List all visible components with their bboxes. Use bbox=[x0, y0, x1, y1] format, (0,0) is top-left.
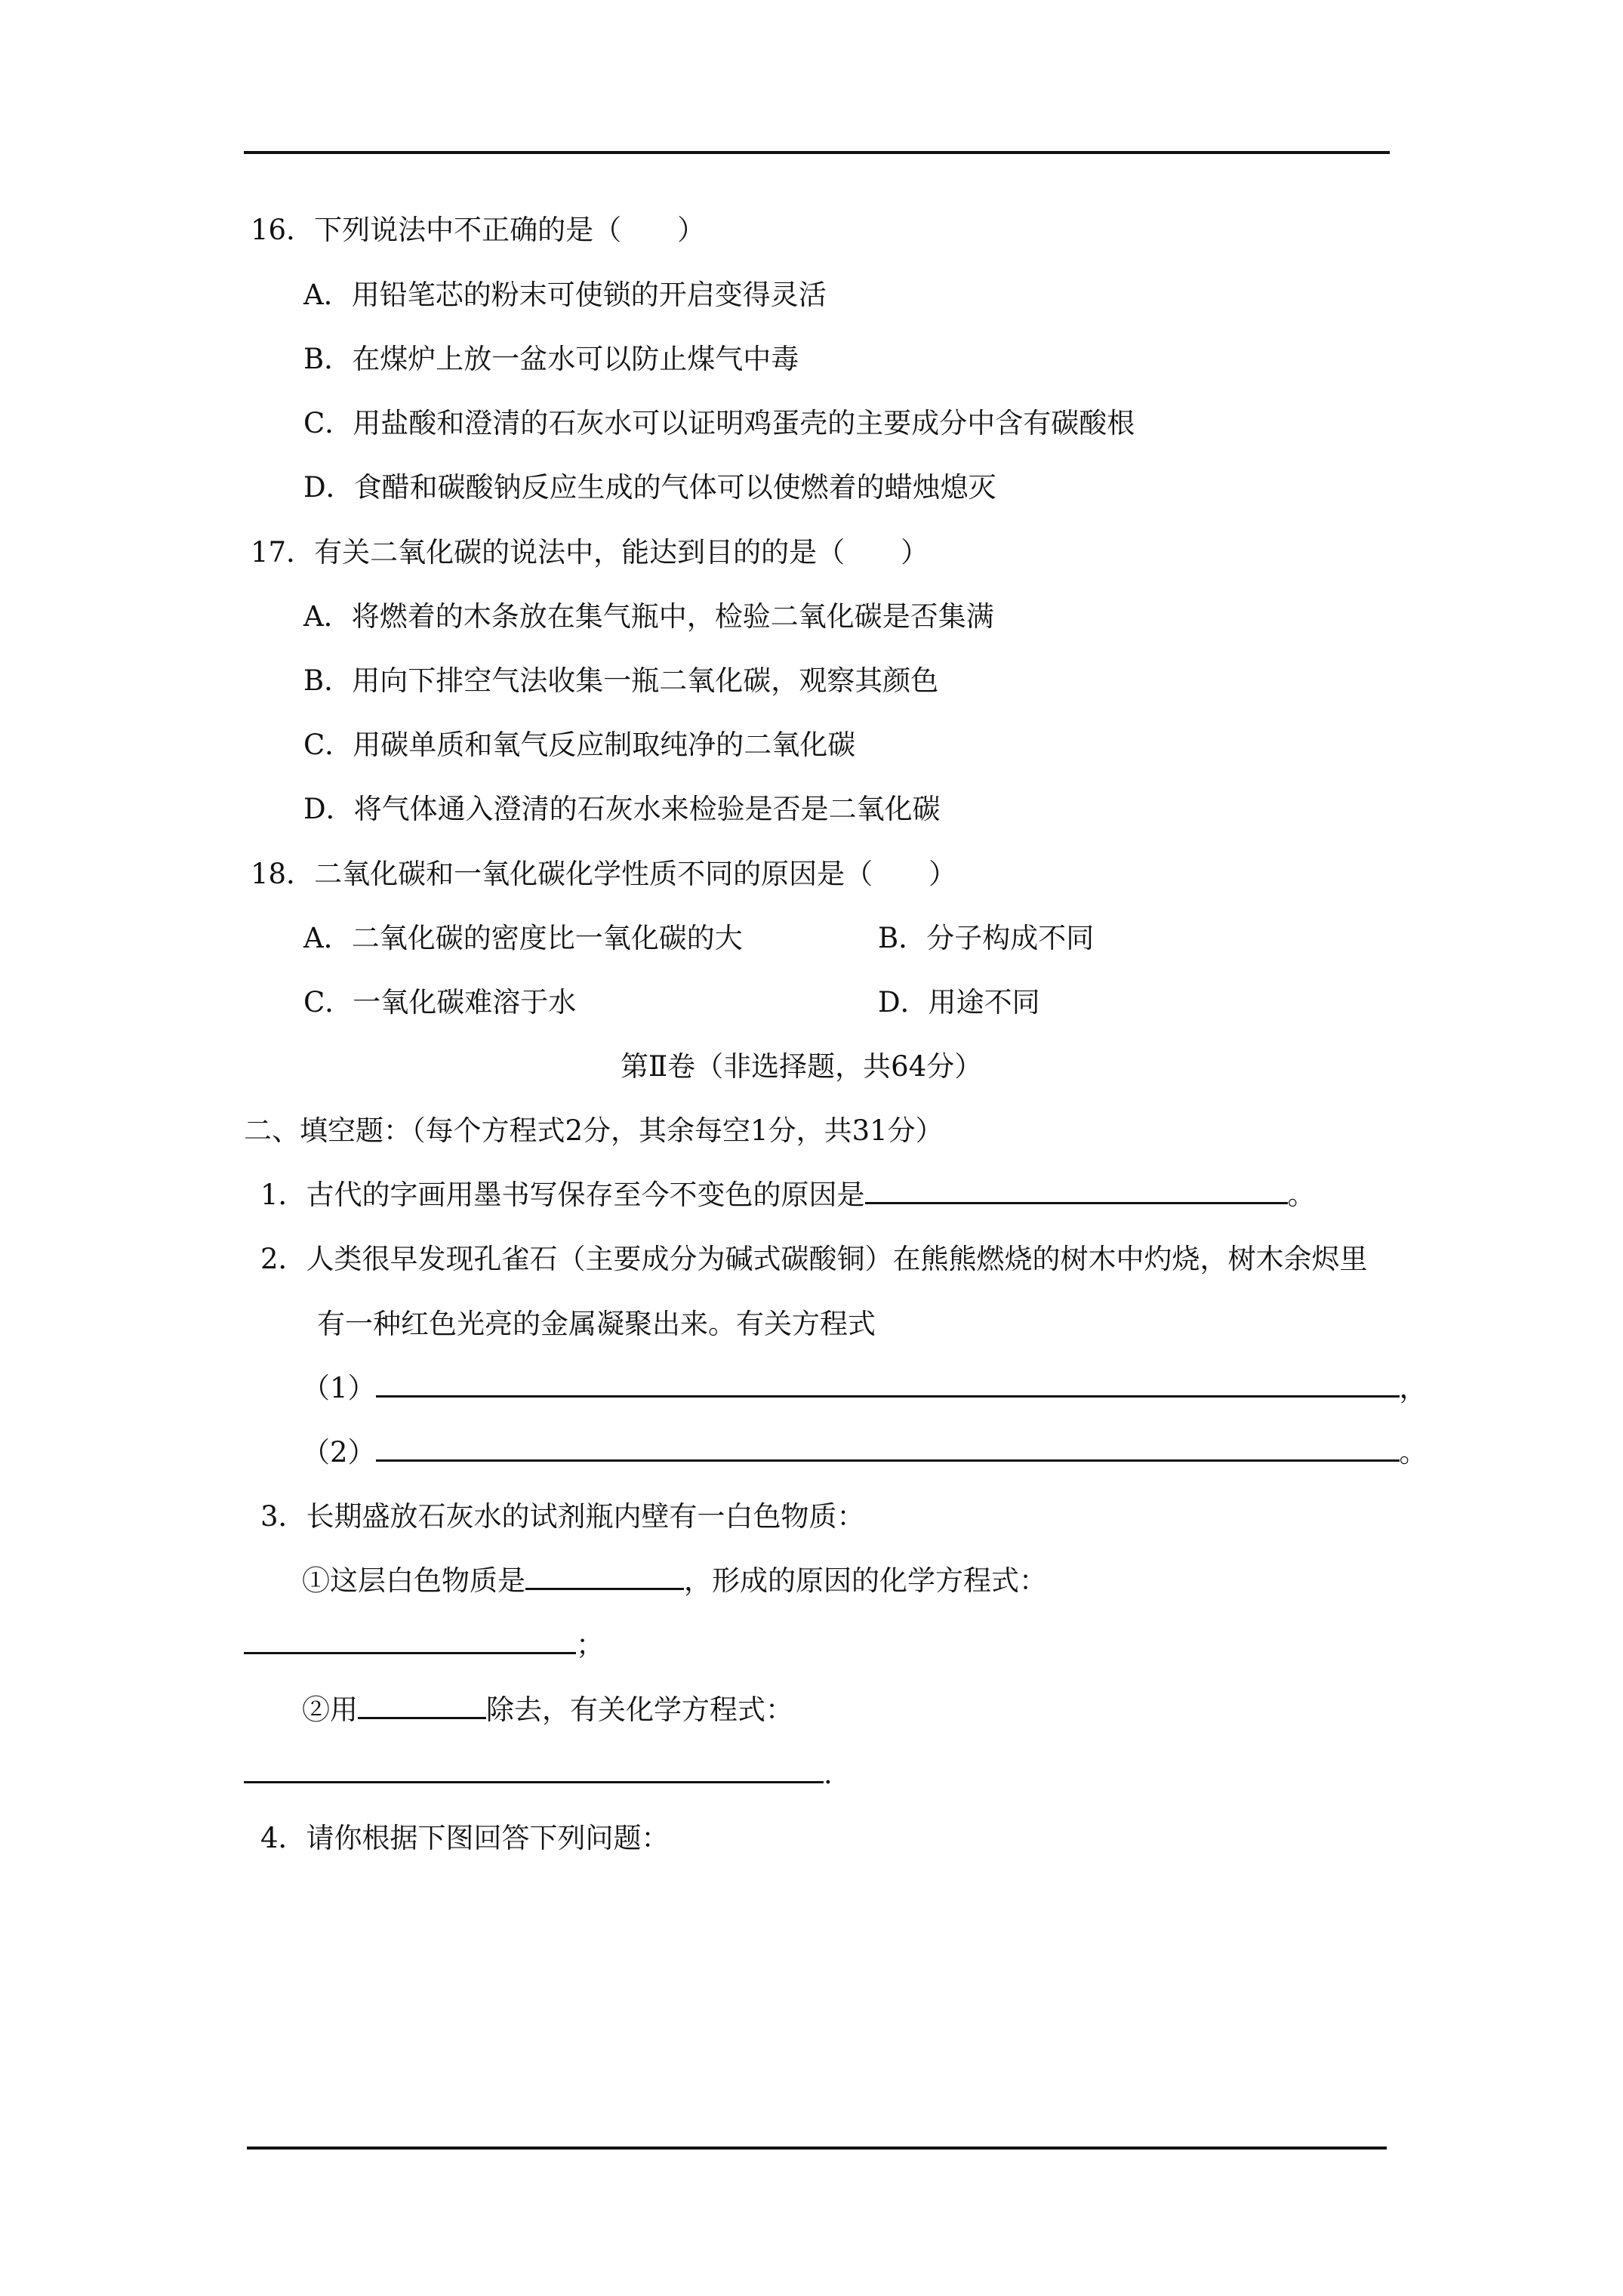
fill3-sub2-post: 除去，有关化学方程式： bbox=[486, 1693, 793, 1726]
fill1-text: 1．古代的字画用墨书写保存至今不变色的原因是 bbox=[260, 1179, 865, 1211]
fill2-eq2-blank[interactable] bbox=[376, 1434, 1400, 1462]
footer-rule bbox=[247, 2147, 1387, 2150]
fill2-eq1-end: ， bbox=[1399, 1372, 1427, 1404]
q16-option-a: A．用铅笔芯的粉末可使锁的开启变得灵活 bbox=[303, 279, 827, 311]
fill2-line1: 2．人类很早发现孔雀石（主要成分为碱式碳酸铜）在熊熊燃烧的树木中灼烧，树木余烬里 bbox=[260, 1243, 1368, 1275]
fill3-sub2-blank[interactable] bbox=[358, 1691, 486, 1719]
fill1-blank[interactable] bbox=[865, 1176, 1288, 1204]
fill1-end: 。 bbox=[1287, 1179, 1316, 1211]
q16-stem: 16．下列说法中不正确的是（ ） bbox=[251, 214, 706, 246]
fill3-sub1-eq-blank[interactable] bbox=[244, 1626, 576, 1654]
q18-stem: 18．二氧化碳和一氧化碳化学性质不同的原因是（ ） bbox=[251, 858, 957, 890]
fill2-eq2-label: （2） bbox=[302, 1436, 376, 1469]
fill3-sub2-eq bbox=[244, 1755, 833, 1793]
q16-option-d: D．食醋和碳酸钠反应生成的气体可以使燃着的蜡烛熄灭 bbox=[303, 471, 996, 504]
fill3-sub1-end: ； bbox=[576, 1629, 604, 1661]
fill2-line2: 有一种红色光亮的金属凝聚出来。有关方程式 bbox=[317, 1308, 876, 1340]
q16-option-b: B．在煤炉上放一盆水可以防止煤气中毒 bbox=[303, 343, 799, 375]
fill3-sub1-post: ，形成的原因的化学方程式： bbox=[684, 1564, 1047, 1597]
fill3-stem: 3．长期盛放石灰水的试剂瓶内壁有一白色物质： bbox=[260, 1500, 865, 1533]
fill3-sub2-pre: ②用 bbox=[302, 1693, 358, 1726]
fill3-sub1 bbox=[302, 1562, 1047, 1600]
fill3-sub2-eq-blank[interactable] bbox=[244, 1755, 824, 1783]
fill2-eq1 bbox=[302, 1370, 1427, 1407]
q16-option-c: C．用盐酸和澄清的石灰水可以证明鸡蛋壳的主要成分中含有碳酸根 bbox=[303, 407, 1135, 439]
q17-stem: 17．有关二氧化碳的说法中，能达到目的的是（ ） bbox=[251, 536, 929, 569]
fill3-sub2 bbox=[302, 1691, 793, 1729]
q18-option-b: B．分子构成不同 bbox=[878, 922, 1095, 954]
q17-option-a: A．将燃着的木条放在集气瓶中，检验二氧化碳是否集满 bbox=[303, 600, 994, 633]
q18-option-a: A．二氧化碳的密度比一氧化碳的大 bbox=[303, 922, 743, 954]
q18-option-c: C．一氧化碳难溶于水 bbox=[303, 986, 577, 1019]
section2-title: 二、填空题：（每个方程式2分，其余每空1分，共31分） bbox=[244, 1114, 944, 1147]
fill2-eq1-blank[interactable] bbox=[376, 1370, 1400, 1398]
fill1 bbox=[260, 1176, 1316, 1214]
q17-option-b: B．用向下排空气法收集一瓶二氧化碳，观察其颜色 bbox=[303, 664, 939, 697]
fill3-sub2-end: . bbox=[824, 1758, 833, 1790]
fill4-text: 4．请你根据下图回答下列问题： bbox=[260, 1822, 670, 1854]
q18-option-d: D．用途不同 bbox=[878, 986, 1040, 1019]
fill2-eq2 bbox=[302, 1434, 1427, 1472]
header-rule bbox=[244, 151, 1390, 154]
part2-title: 第Ⅱ卷（非选择题，共64分） bbox=[621, 1050, 983, 1083]
fill3-sub1-pre: ①这层白色物质是 bbox=[302, 1564, 525, 1597]
q17-option-d: D．将气体通入澄清的石灰水来检验是否是二氧化碳 bbox=[303, 793, 941, 825]
fill3-sub1-eq bbox=[244, 1626, 604, 1664]
fill3-sub1-blank[interactable] bbox=[525, 1562, 684, 1590]
q17-option-c: C．用碳单质和氧气反应制取纯净的二氧化碳 bbox=[303, 729, 856, 761]
fill2-eq1-label: （1） bbox=[302, 1372, 376, 1404]
fill2-eq2-end: 。 bbox=[1399, 1436, 1427, 1469]
